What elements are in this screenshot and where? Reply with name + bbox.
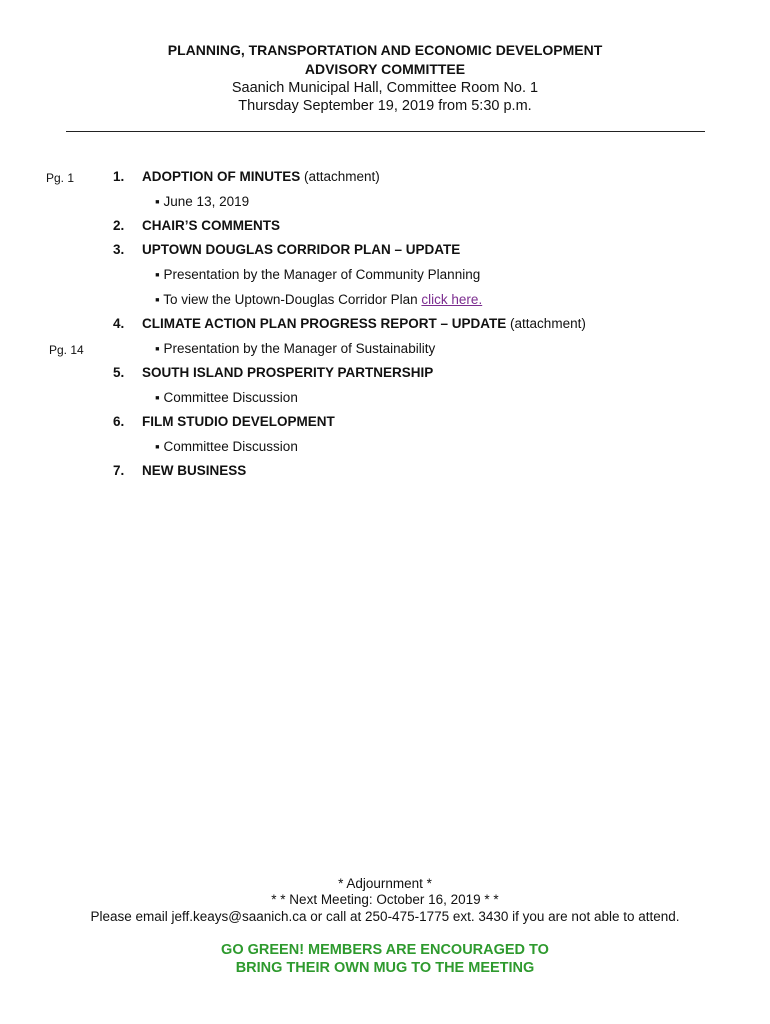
sub-item-presentation-community-planning: ▪ Presentation by the Manager of Community Planning	[155, 267, 481, 282]
page-ref-1: Pg. 1	[46, 171, 75, 185]
click-here-link[interactable]: click here.	[421, 292, 483, 307]
sub-item-presentation-sustainability: ▪ Presentation by the Manager of Sustainability	[155, 341, 436, 356]
page-ref-14: Pg. 14	[49, 343, 84, 357]
contact-text: Please email jeff.keays@saanich.ca or call at 250-475-1775 ext. 3430 if you are not able to attend.	[90, 909, 680, 924]
item-number: 3.	[113, 242, 125, 257]
committee-title-line1: PLANNING, TRANSPORTATION AND ECONOMIC DEVELOPMENT	[167, 42, 603, 58]
agenda-item-prosperity-partnership	[142, 365, 433, 380]
item-title: CLIMATE ACTION PLAN PROGRESS REPORT – UPDATE	[142, 316, 507, 331]
item-number: 7.	[113, 463, 125, 478]
agenda-item-film-studio	[142, 414, 335, 429]
item-number: 5.	[113, 365, 125, 380]
item-note: (attachment)	[510, 316, 586, 331]
item-number: 2.	[113, 218, 125, 233]
agenda-item-climate-action	[142, 316, 586, 331]
item-number: 4.	[113, 316, 125, 331]
agenda-item-new-business	[142, 463, 246, 478]
agenda-item-chairs-comments	[142, 218, 280, 233]
header-divider	[66, 131, 705, 132]
item-title: CHAIR’S COMMENTS	[142, 218, 280, 233]
sub-item-text: ▪ To view the Uptown-Douglas Corridor Plan	[155, 292, 422, 307]
committee-title-line2: ADVISORY COMMITTEE	[304, 61, 466, 77]
item-title: ADOPTION OF MINUTES	[142, 169, 301, 184]
agenda-header	[0, 41, 770, 115]
meeting-location: Saanich Municipal Hall, Committee Room No. 1	[231, 80, 539, 96]
meeting-datetime: Thursday September 19, 2019 from 5:30 p.m.	[238, 98, 532, 114]
sub-item-view-plan	[155, 292, 482, 307]
item-number: 6.	[113, 414, 125, 429]
item-title: NEW BUSINESS	[142, 463, 247, 478]
sub-item-minutes-date: ▪ June 13, 2019	[155, 194, 250, 209]
go-green-line1: GO GREEN! MEMBERS ARE ENCOURAGED TO	[221, 942, 549, 958]
item-title: FILM STUDIO DEVELOPMENT	[142, 414, 335, 429]
item-title: SOUTH ISLAND PROSPERITY PARTNERSHIP	[142, 365, 434, 380]
item-title: UPTOWN DOUGLAS CORRIDOR PLAN – UPDATE	[142, 242, 461, 257]
item-note: (attachment)	[304, 169, 380, 184]
go-green-line2: BRING THEIR OWN MUG TO THE MEETING	[235, 960, 535, 976]
sub-item-committee-discussion: ▪ Committee Discussion	[155, 439, 298, 454]
agenda-item-adoption-of-minutes	[142, 169, 380, 184]
sub-item-committee-discussion: ▪ Committee Discussion	[155, 390, 298, 405]
item-number: 1.	[113, 169, 125, 184]
next-meeting-text: * * Next Meeting: October 16, 2019 * *	[271, 892, 499, 907]
adjournment-text: * Adjournment *	[338, 876, 432, 891]
agenda-item-uptown-douglas	[142, 242, 460, 257]
